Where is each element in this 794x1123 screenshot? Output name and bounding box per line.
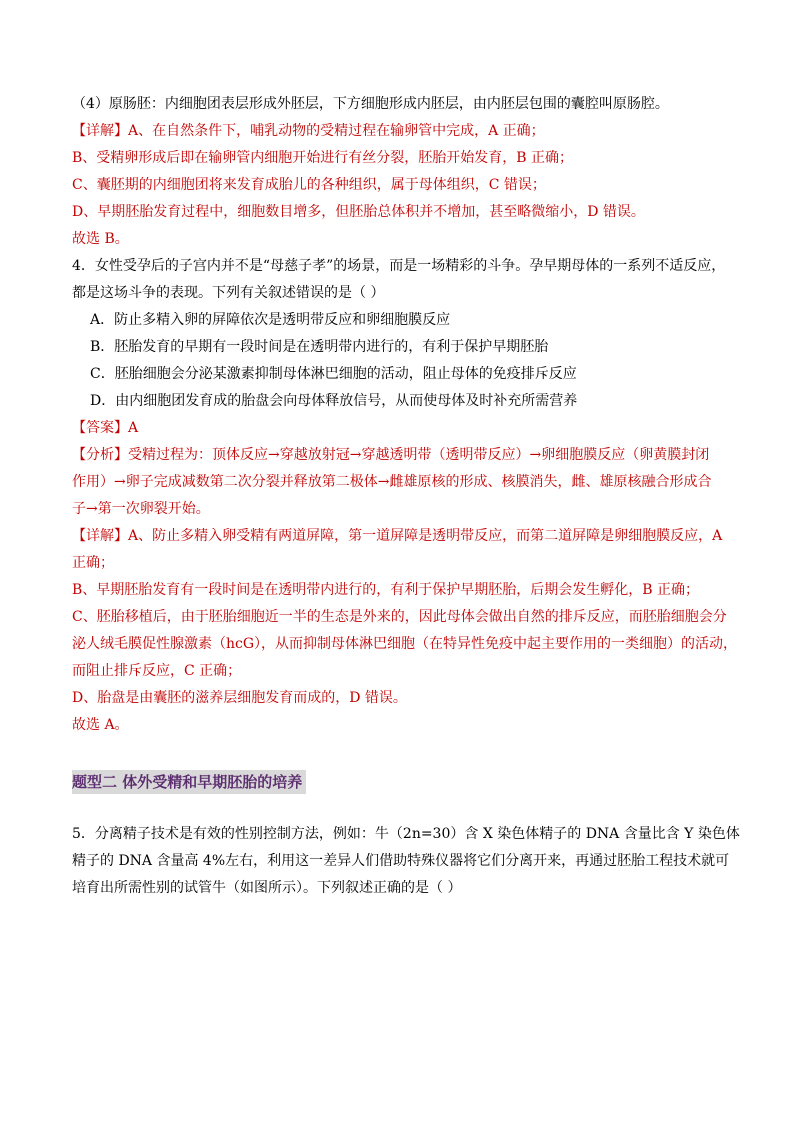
option-a: A．防止多精入卵的屏障依次是透明带反应和卵细胞膜反应	[90, 312, 451, 328]
answer-line	[72, 418, 138, 438]
detail-line: D、胎盘是由囊胚的滋养层细胞发育而成的，D 错误。	[72, 690, 407, 706]
analysis-line	[72, 445, 709, 465]
detail-text: A、在自然条件下，哺乳动物的受精过程在输卵管中完成，A 正确；	[128, 123, 545, 139]
detail-tag: 【详解】	[72, 528, 128, 544]
detail-line: 泌人绒毛膜促性腺激素（hcG），从而抑制母体淋巴细胞（在特异性免疫中起主要作用的一类细胞）的活动，	[72, 636, 738, 652]
section-heading: 题型二 体外受精和早期胚胎的培养	[72, 770, 306, 794]
question-5-stem: 培育出所需性别的试管牛（如图所示）。下列叙述正确的是（ ）	[72, 880, 462, 896]
question-4-stem: 4．女性受孕后的子宫内并不是“母慈子孝”的场景，而是一场精彩的斗争。孕早期母体的一系列不适反应，	[72, 258, 726, 274]
detail-line: C、胚胎移植后，由于胚胎细胞近一半的生态是外来的，因此母体会做出自然的排斥反应，而胚胎细胞会分	[72, 609, 727, 625]
conclusion-line: 故选 B。	[72, 231, 129, 247]
option-b: B．胚胎发育的早期有一段时间是在透明带内进行的，有利于保护早期胚胎	[90, 339, 549, 355]
detail-line: C、囊胚期的内细胞团将来发育成胎儿的各种组织，属于母体组织，C 错误；	[72, 177, 546, 193]
text-line: （4）原肠胚：内细胞团表层形成外胚层，下方细胞形成内胚层，由内胚层包围的囊腔叫原肠腔。	[72, 96, 669, 112]
answer-tag: 【答案】	[72, 420, 128, 436]
detail-line	[72, 121, 545, 141]
analysis-line: 作用）→卵子完成减数第二次分裂并释放第二极体→雌雄原核的形成、核膜消失，雌、雄原核融合形成合	[72, 474, 712, 490]
detail-line: 而阻止排斥反应，C 正确；	[72, 663, 242, 679]
detail-text: A、防止多精入卵受精有两道屏障，第一道屏障是透明带反应，而第二道屏障是卵细胞膜反应，A	[128, 528, 723, 544]
option-c: C．胚胎细胞会分泌某激素抑制母体淋巴细胞的活动，阻止母体的免疫排斥反应	[90, 366, 577, 382]
detail-line: B、受精卵形成后即在输卵管内细胞开始进行有丝分裂，胚胎开始发育，B 正确；	[72, 150, 574, 166]
option-d: D．由内细胞团发育成的胎盘会向母体释放信号，从而使母体及时补充所需营养	[90, 393, 578, 409]
detail-line: D、早期胚胎发育过程中，细胞数目增多，但胚胎总体积并不增加，甚至略微缩小，D 错误。	[72, 204, 645, 220]
detail-line	[72, 526, 722, 546]
analysis-text: 受精过程为：顶体反应→穿越放射冠→穿越透明带（透明带反应）→卵细胞膜反应（卵黄膜封闭	[128, 447, 710, 463]
detail-line: 正确；	[72, 555, 114, 571]
question-5-stem: 精子的 DNA 含量高 4%左右，利用这一差异人们借助特殊仪器将它们分离开来，再通过胚胎工程技术就可	[72, 853, 730, 869]
analysis-line: 子→第一次卵裂开始。	[72, 501, 210, 517]
detail-line: B、早期胚胎发育有一段时间是在透明带内进行的，有利于保护早期胚胎，后期会发生孵化，B 正确；	[72, 582, 700, 598]
question-4-stem: 都是这场斗争的表现。下列有关叙述错误的是（ ）	[72, 285, 385, 301]
conclusion-line: 故选 A。	[72, 717, 129, 733]
question-5-stem: 5．分离精子技术是有效的性别控制方法，例如：牛（2n=30）含 X 染色体精子的 DNA 含量比含 Y 染色体	[72, 826, 740, 842]
detail-tag: 【详解】	[72, 123, 128, 139]
analysis-tag: 【分析】	[72, 447, 128, 463]
answer-value: A	[128, 420, 139, 436]
